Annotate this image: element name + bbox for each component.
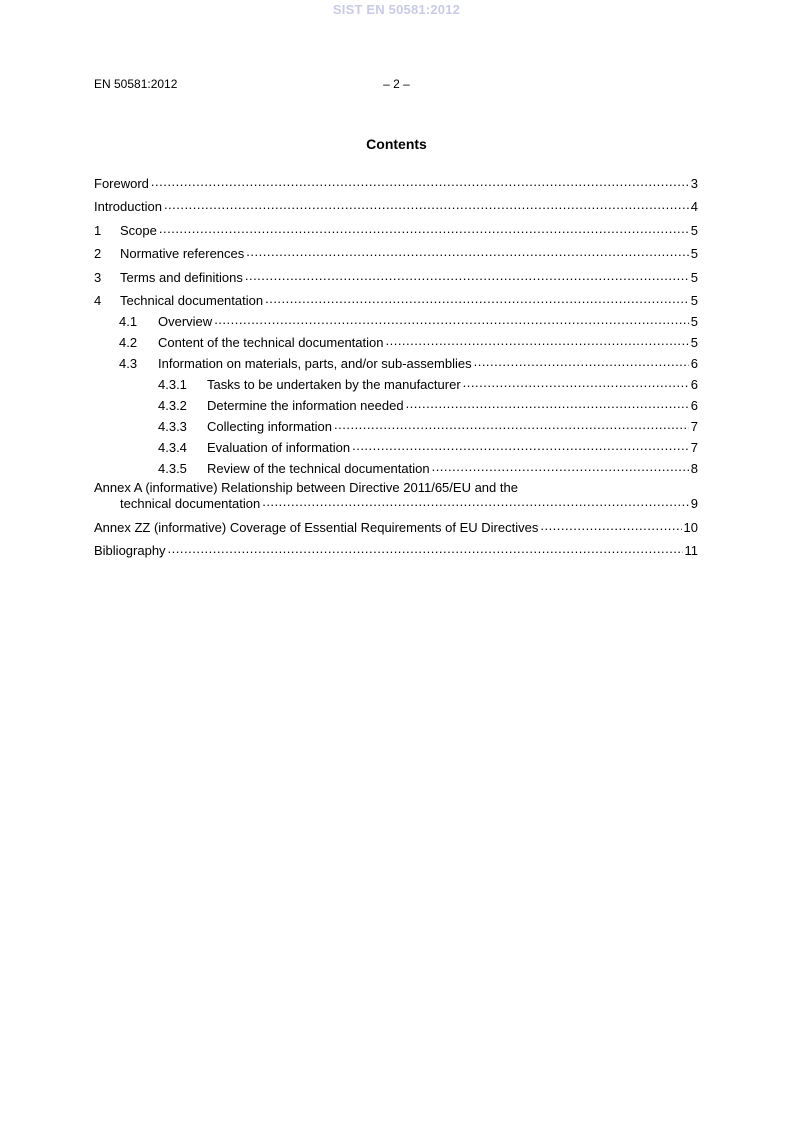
toc-number: 4.3.3 [158, 419, 187, 434]
toc-leader-dots [474, 355, 689, 371]
toc-leader-dots [385, 334, 688, 350]
toc-label: Technical documentation [120, 293, 264, 308]
toc-entry-overview[interactable] [94, 308, 698, 329]
toc-number: 4.3.4 [158, 440, 187, 455]
toc-label: Information on materials, parts, and/or sub-assemblies [158, 356, 472, 371]
toc-number: 3 [94, 269, 102, 285]
toc-number: 2 [94, 246, 102, 261]
toc-page: 5 [690, 335, 698, 350]
toc-entry-review-technical-documentation[interactable] [94, 455, 698, 476]
toc-page: 6 [690, 356, 698, 371]
toc-entry-technical-documentation[interactable] [94, 285, 698, 309]
toc-leader-dots [334, 418, 689, 434]
toc-leader-dots [432, 460, 689, 476]
toc-number: 4.3.5 [158, 461, 187, 476]
toc-label: Review of the technical documentation [207, 461, 430, 476]
toc-entry-collecting-information[interactable] [94, 413, 698, 434]
toc-leader-dots [352, 439, 689, 455]
toc-label: Evaluation of information [207, 440, 351, 455]
toc-leader-dots [214, 313, 689, 329]
toc-page: 4 [690, 199, 698, 214]
toc-leader-dots [168, 542, 683, 558]
toc-page: 5 [690, 269, 698, 285]
toc-page: 10 [683, 519, 698, 535]
toc-entry-normative-references[interactable] [94, 238, 698, 262]
toc-number: 4.3.1 [158, 377, 187, 392]
contents-title: Contents [366, 136, 427, 152]
toc-page: 11 [684, 543, 698, 558]
toc-entry-annex-zz[interactable] [94, 511, 698, 535]
toc-label: Content of the technical documentation [158, 335, 384, 350]
toc-entry-tasks-undertaken[interactable] [94, 371, 698, 392]
toc-page: 6 [690, 398, 698, 413]
toc-label: Bibliography [94, 543, 166, 558]
toc-label: Determine the information needed [207, 398, 404, 413]
toc-page: 5 [690, 314, 698, 329]
toc-leader-dots [245, 269, 689, 285]
toc-number: 4.3.2 [158, 398, 187, 413]
toc-entry-annex-a[interactable] [94, 476, 698, 511]
toc-leader-dots [262, 495, 689, 511]
toc-label: Terms and definitions [120, 269, 243, 285]
toc-label: Annex ZZ (informative) Coverage of Essential Requirements of EU Directives [94, 519, 539, 535]
toc-label-continuation-row [94, 495, 698, 511]
toc-label-continuation: technical documentation [120, 496, 261, 511]
toc-leader-dots [406, 397, 689, 413]
table-of-contents [94, 167, 698, 558]
toc-page: 6 [690, 377, 698, 392]
toc-label: Foreword [94, 175, 149, 191]
toc-number: 4.3 [119, 356, 138, 371]
document-reference: EN 50581:2012 [94, 77, 178, 91]
toc-page: 8 [690, 461, 698, 476]
toc-entry-terms-and-definitions[interactable] [94, 261, 698, 285]
toc-label: Collecting information [207, 419, 333, 434]
toc-leader-dots [265, 292, 689, 308]
toc-entry-introduction[interactable] [94, 191, 698, 215]
toc-number: 1 [94, 222, 102, 238]
toc-label: Introduction [94, 199, 162, 214]
toc-label: Normative references [120, 246, 245, 261]
toc-entry-foreword[interactable] [94, 167, 698, 191]
toc-leader-dots [159, 222, 689, 238]
toc-entry-bibliography[interactable] [94, 535, 698, 559]
toc-page: 3 [690, 175, 698, 191]
toc-number: 4.1 [119, 314, 138, 329]
watermark: SIST EN 50581:2012 [332, 2, 461, 17]
toc-leader-dots [164, 198, 689, 214]
toc-page: 9 [690, 496, 698, 511]
toc-number: 4 [94, 293, 102, 308]
toc-leader-dots [540, 519, 681, 535]
toc-leader-dots [463, 376, 689, 392]
toc-entry-determine-information[interactable] [94, 392, 698, 413]
page-number: – 2 – [383, 77, 410, 91]
toc-label: Overview [158, 314, 213, 329]
toc-number: 4.2 [119, 335, 138, 350]
toc-label: Annex A (informative) Relationship between Directive 2011/65/EU and the [94, 480, 518, 495]
toc-entry-evaluation-of-information[interactable] [94, 434, 698, 455]
toc-leader-dots [246, 245, 688, 261]
toc-page: 5 [690, 222, 698, 238]
toc-page: 7 [690, 440, 698, 455]
toc-page: 7 [690, 419, 698, 434]
toc-page: 5 [690, 246, 698, 261]
toc-entry-content-of-technical-documentation[interactable] [94, 329, 698, 350]
toc-leader-dots [151, 175, 689, 191]
toc-entry-scope[interactable] [94, 214, 698, 238]
toc-entry-information-on-materials[interactable] [94, 350, 698, 371]
toc-label: Tasks to be undertaken by the manufacturer [207, 377, 461, 392]
toc-label: Scope [120, 222, 157, 238]
toc-page: 5 [690, 293, 698, 308]
